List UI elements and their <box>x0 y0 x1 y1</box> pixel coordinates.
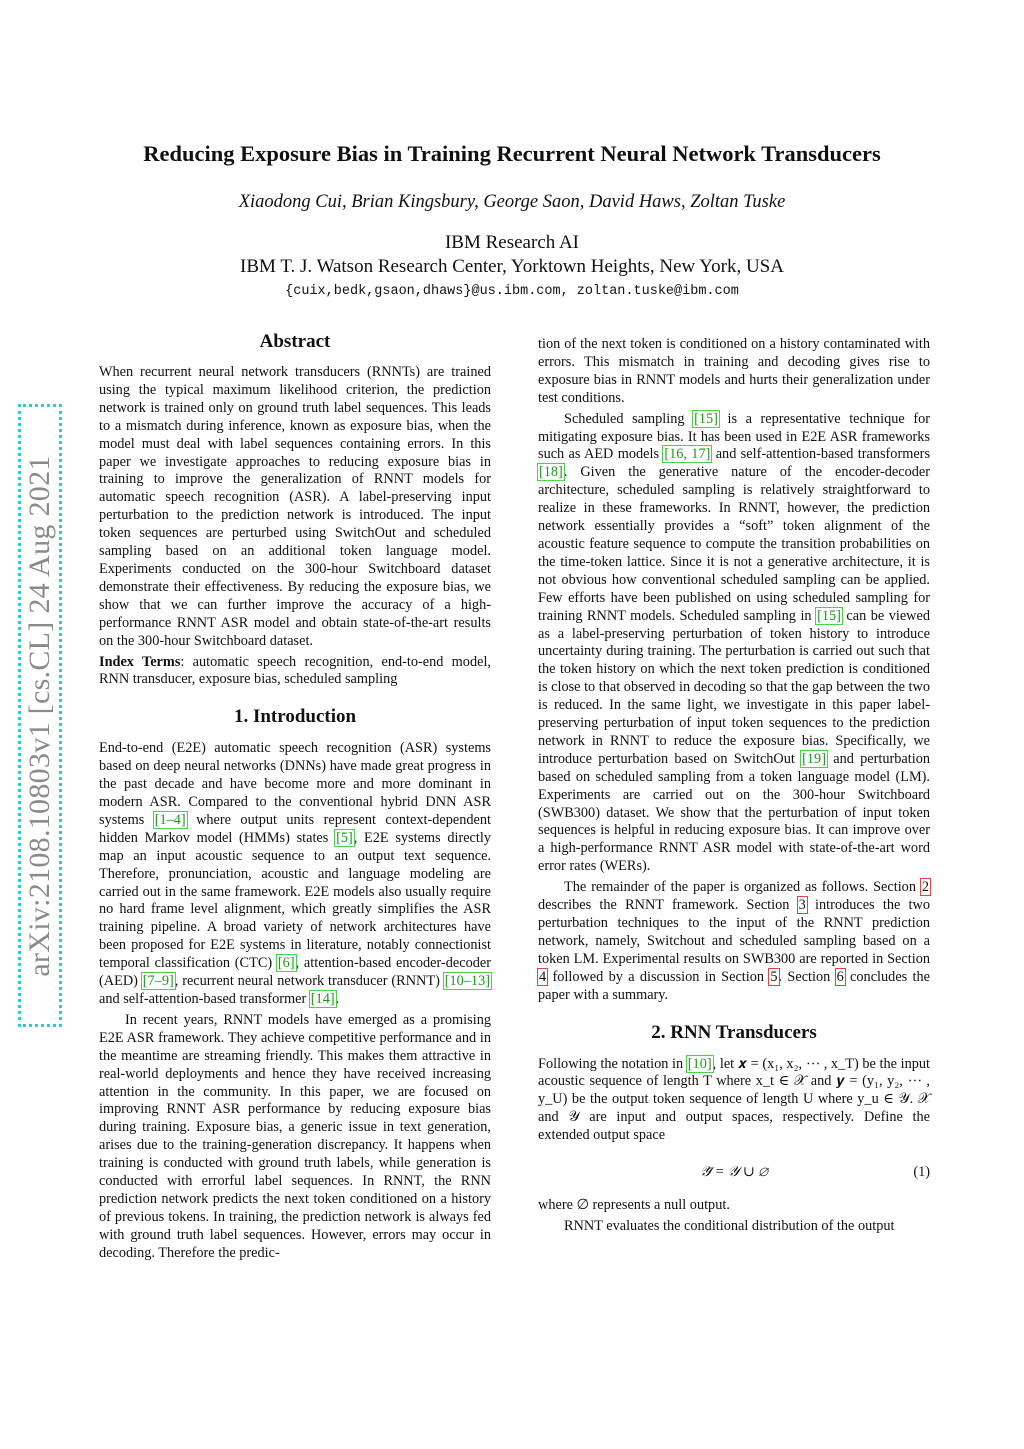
section-link[interactable]: 4 <box>539 968 547 985</box>
citation-link[interactable]: [15] <box>694 410 718 427</box>
citation-link[interactable]: [18] <box>539 464 563 481</box>
section-1-heading: 1. Introduction <box>233 706 357 728</box>
abstract-text: When recurrent neural network transducers (RNNTs) are trained using the typical maximum likelihood criterion, the prediction network is trained only on ground truth label sequences. This leads to a mismatch during inference, known as exposure bias, when the model must deal with label sequences containing errors. In this paper we investigate approaches to reducing exposure bias in training to improve the generalization of RNNT models for automatic speech recognition (ASR). A label-preserving input perturbation to the prediction network is introduced. The input token sequences are perturbed using SwitchOut and scheduled sampling based on an additional token language model. Experiments conducted on the 300-hour Switchboard dataset demonstrate their effectiveness. By reducing the exposure bias, we show that we can further improve the accuracy of a high-performance RNNT ASR model and obtain state-of-the-art results on the 300-hour Switchboard dataset. <box>99 364 491 649</box>
affiliation-line-2: IBM T. J. Watson Research Center, Yorktown Heights, New York, USA <box>240 256 784 277</box>
citation-link[interactable]: [1–4] <box>154 811 186 828</box>
intro-paragraph-2: In recent years, RNNT models have emerged as a promising E2E ASR framework. They achieve competitive performance and in the meantime are streaming friendly. This makes them attractive in real-world deployments and hence they have received increasing attention in the community. In this paper, we are focused on improving RNNT ASR performance by reducing exposure bias during training. Exposure bias, a generic issue in text generation, arises due to the training-generation discrepancy. It happens when training is conducted with ground truth labels, while generation is conducted with errorful label sequences. In RNNT, the RNN prediction network predicts the next token conditioned on a history of previous tokens. In training, the prediction network is always fed with ground truth label sequences. However, errors may occur in decoding. Therefore the predic- <box>99 1011 491 1261</box>
index-terms-label: Index Terms <box>99 653 181 670</box>
equation-1 <box>538 1159 930 1185</box>
section-link[interactable]: 2 <box>921 879 929 896</box>
equation-body: 𝒴̄ = 𝒴 ∪ ∅ <box>700 1164 768 1181</box>
abstract-heading: Abstract <box>259 331 331 352</box>
rnnt-paragraph-3: RNNT evaluates the conditional distribution of the output <box>564 1217 895 1234</box>
section-2-heading: 2. RNN Transducers <box>651 1021 817 1043</box>
section-link[interactable]: 5 <box>770 968 778 985</box>
author-list: Xiaodong Cui, Brian Kingsbury, George Saon, David Haws, Zoltan Tuske <box>238 192 786 212</box>
citation-link[interactable]: [16, 17] <box>664 446 711 463</box>
citation-link[interactable]: [15] <box>817 607 841 624</box>
citation-link[interactable]: [6] <box>277 955 295 972</box>
citation-link[interactable]: [5] <box>336 829 353 846</box>
index-terms-text: : automatic speech recognition, end-to-end model, RNN transducer, exposure bias, scheduled sampling <box>99 653 491 688</box>
citation-link[interactable]: [7–9] <box>142 973 174 990</box>
citation-link[interactable]: [10] <box>687 1055 712 1072</box>
index-terms <box>99 654 491 690</box>
intro-paragraph-2-continued: tion of the next token is conditioned on a history contaminated with errors. This mismatch in training and decoding gives rise to exposure bias in RNNT models and hurts their generalization under test conditions. <box>538 336 930 406</box>
paper-title: Reducing Exposure Bias in Training Recurrent Neural Network Transducers <box>143 141 881 166</box>
intro-paragraph-3: Scheduled sampling [15] is a representative technique for mitigating exposure bias. It has been used in E2E ASR frameworks such as AED models [16, 17] and self-attention-based transformers [18]. Given the generative nature of the encoder-decoder architecture, scheduled sampling is relatively straightforward to realize in these frameworks. In RNNT, however, the prediction network essentially provides a “soft” token alignment of the acoustic feature sequence to compute the transition probabilities on the time-token lattice. Since it is not a generative architecture, it is not obvious how conventional scheduled sampling can be applied. Few efforts have been published on using scheduled sampling for training RNNT models. Scheduled sampling in [15] can be viewed as a label-preserving perturbation of token history to introduce uncertainty during training. The perturbation is carried out such that the token history on which the next token prediction is conditioned is close to that observed in decoding so that the gap between the two is reduced. In the same light, we investigate in this paper label-preserving perturbation of input token sequences to the prediction network in RNNT to reduce the exposure bias. Specifically, we introduce perturbation based on SwitchOut [19] and perturbation based on scheduled sampling from a token language model (LM). Experiments are carried out on the 300-hour Switchboard (SWB300) dataset. We show that the perturbation of input token sequences is helpful in reducing exposure bias. It can improve over a high-performance RNNT ASR model with state-of-the-art word error rates (WERs). <box>538 410 931 875</box>
equation-number: (1) <box>913 1164 930 1181</box>
arxiv-id[interactable]: arXiv:2108.10803v1 [cs.CL] 24 Aug 2021 <box>23 455 56 977</box>
author-emails: {cuix,bedk,gsaon,dhaws}@us.ibm.com, zoltan.tuske@ibm.com <box>285 284 739 299</box>
citation-link[interactable]: [10–13] <box>444 973 490 990</box>
rnnt-paragraph-2: where ∅ represents a null output. <box>538 1197 730 1214</box>
rnnt-paragraph-1: Following the notation in [10], let 𝒙 = (x₁, x₂, ⋯ , x_T) be the input acoustic sequence of length T where x_t ∈ 𝒳 and 𝒚 = (y₁, y₂, ⋯ , y_U) be the output token sequence of length U where y_u ∈ 𝒴. 𝒳 and 𝒴 are input and output spaces, respectively. Define the extended output space <box>538 1055 930 1144</box>
affiliation-line-1: IBM Research AI <box>444 232 580 253</box>
section-link[interactable]: 3 <box>798 897 806 914</box>
right-column <box>538 336 930 1236</box>
left-column <box>99 330 491 1263</box>
intro-paragraph-1: End-to-end (E2E) automatic speech recognition (ASR) systems based on deep neural networks (DNNs) have made great progress in the past decade and have become more and more dominant in modern ASR. Compared to the conventional hybrid DNN ASR systems [1–4] where output units represent context-dependent hidden Markov model (HMMs) states [5], E2E systems directly map an input acoustic sequence to an output text sequence. Therefore, pronunciation, acoustic and language modeling are carried out in the same framework. E2E models also usually require no hard frame level alignment, which greatly simplifies the ASR training pipeline. A broad variety of network architectures have been proposed for E2E systems in literature, notably connectionist temporal classification (CTC) [6], attention-based encoder-decoder (AED) [7–9], recurrent neural network transducer (RNNT) [10–13] and self-attention-based transformer [14]. <box>99 740 492 1007</box>
intro-paragraph-4: The remainder of the paper is organized as follows. Section 2 describes the RNNT framework. Section 3 introduces the two perturbation techniques to the input of the RNNT prediction network, namely, Switchout and scheduled sampling based on a token LM. Experimental results on SWB300 are reported in Section 4 followed by a discussion in Section 5. Section 6 concludes the paper with a summary. <box>538 879 930 1003</box>
section-link[interactable]: 6 <box>836 968 844 985</box>
citation-link[interactable]: [19] <box>802 750 826 767</box>
citation-link[interactable]: [14] <box>310 991 335 1007</box>
